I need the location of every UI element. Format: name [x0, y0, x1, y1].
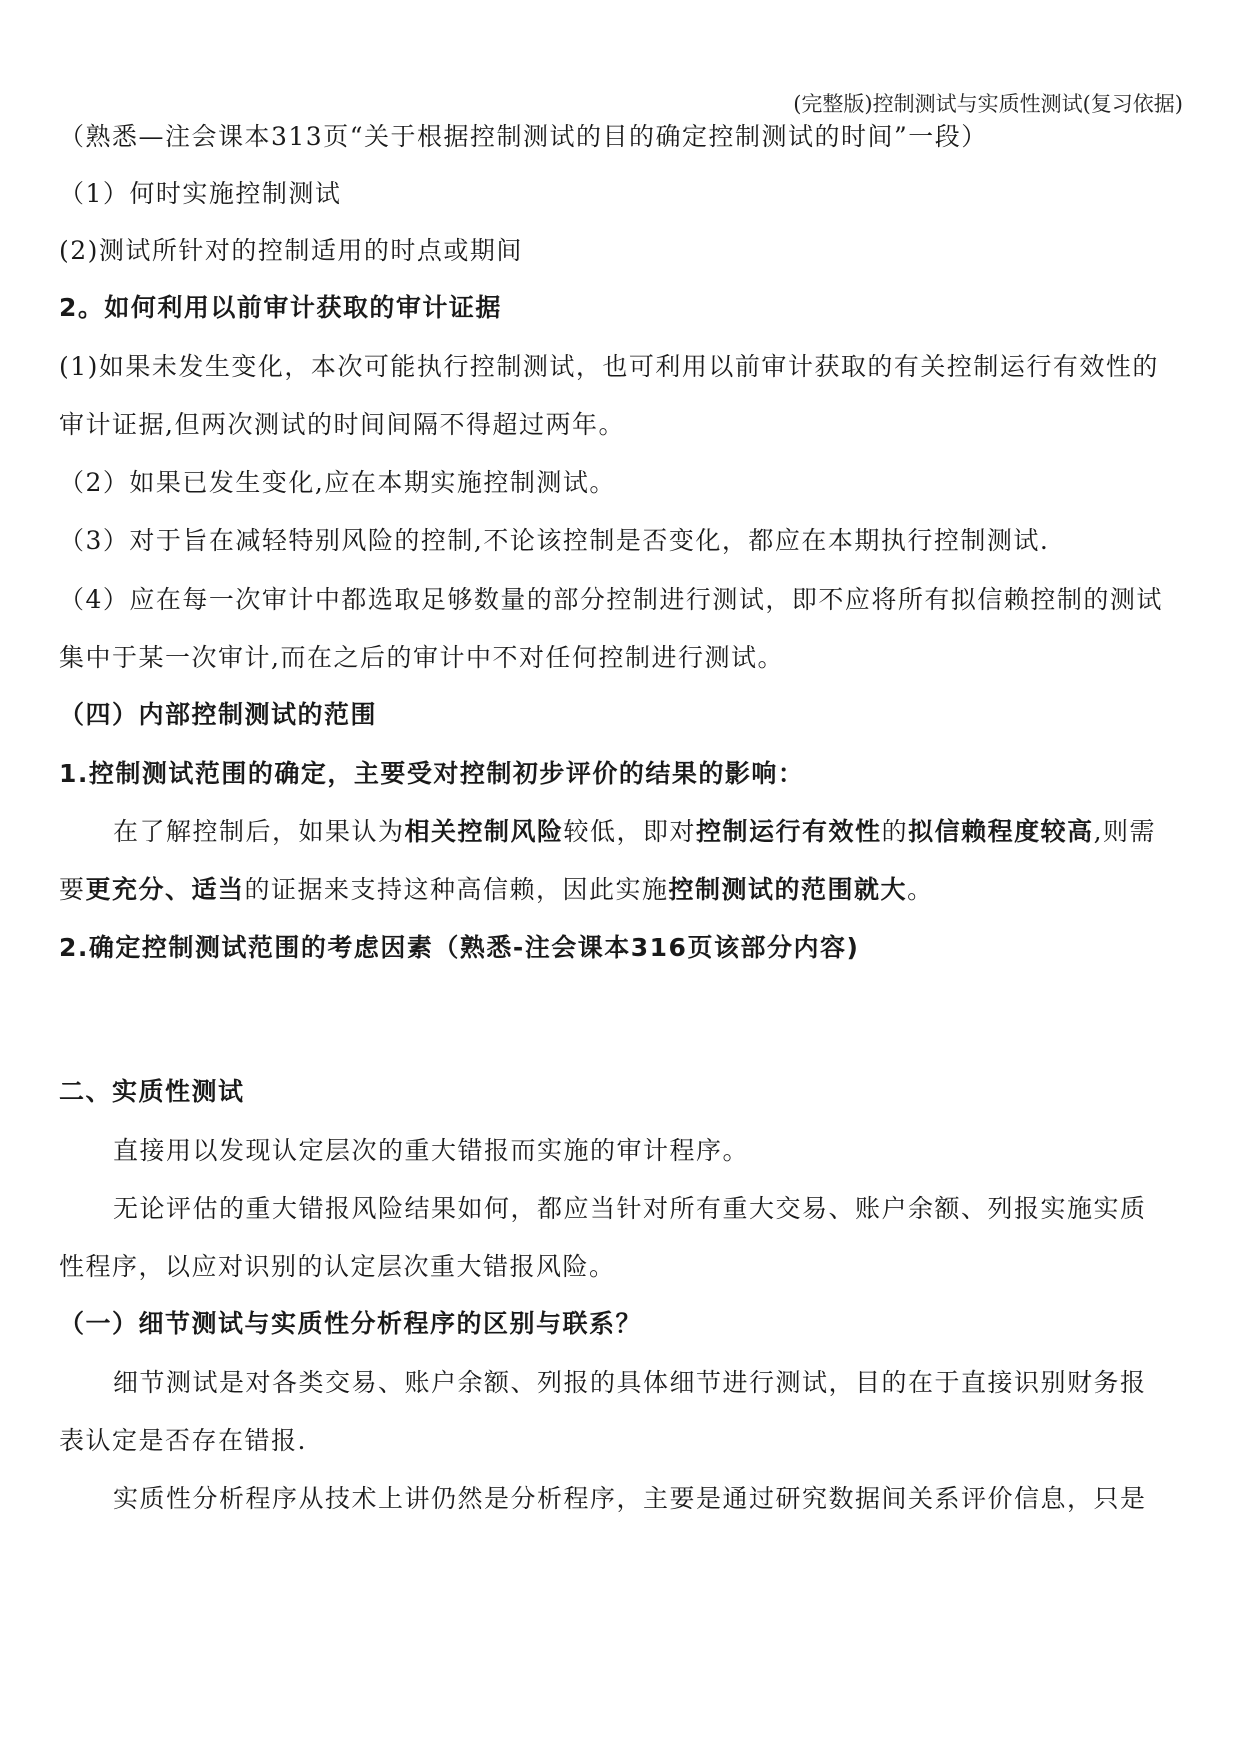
text-line: (2)测试所针对的控制适用的时点或期间 [59, 236, 523, 265]
section-heading: 2。如何利用以前审计获取的审计证据 [59, 293, 502, 322]
section-heading: 1.控制测试范围的确定，主要受对控制初步评价的结果的影响： [59, 759, 805, 788]
text-line: 性程序，以应对识别的认定层次重大错报风险。 [59, 1252, 616, 1281]
bold-span: 控制运行有效性 [696, 817, 882, 846]
text-line: （2）如果已发生变化,应在本期实施控制测试。 [59, 468, 616, 497]
bold-span: 拟信赖程度较高 [908, 817, 1094, 846]
section-heading: 2.确定控制测试范围的考虑因素（熟悉-注会课本316页该部分内容) [59, 933, 860, 962]
text-line: 实质性分析程序从技术上讲仍然是分析程序，主要是通过研究数据间关系评价信息，只是 [113, 1484, 1147, 1513]
text-span: ,则需 [1093, 817, 1157, 846]
text-span: 要 [59, 875, 86, 904]
text-line: （熟悉—注会课本313页“关于根据控制测试的目的确定控制测试的时间”一段） [59, 122, 988, 151]
section-heading: 二、实质性测试 [59, 1077, 245, 1106]
text-line [113, 815, 1189, 849]
bold-span: 更充分、适当 [85, 875, 245, 904]
text-line: 表认定是否存在错报. [59, 1426, 307, 1455]
text-span: 的 [881, 817, 909, 846]
bold-span: 相关控制风险 [404, 817, 564, 846]
text-span: 。 [907, 875, 934, 904]
text-line: 集中于某一次审计,而在之后的审计中不对任何控制进行测试。 [59, 643, 784, 672]
text-span: 较低，即对 [563, 817, 697, 846]
text-line [59, 873, 1189, 907]
text-line: （1）何时实施控制测试 [59, 179, 342, 208]
text-line: (1)如果未发生变化，本次可能执行控制测试，也可利用以前审计获取的有关控制运行有效性的 [59, 352, 1159, 381]
text-line: 细节测试是对各类交易、账户余额、列报的具体细节进行测试，目的在于直接识别财务报 [113, 1368, 1147, 1397]
text-span: 在了解控制后，如果认为 [113, 817, 405, 846]
text-line: （3）对于旨在减轻特别风险的控制,不论该控制是否变化，都应在本期执行控制测试. [59, 526, 1050, 555]
section-heading: （四）内部控制测试的范围 [59, 700, 378, 729]
text-line: 审计证据,但两次测试的时间间隔不得超过两年。 [59, 410, 625, 439]
bold-span: 控制测试的范围就大 [668, 875, 908, 904]
section-heading: （一）细节测试与实质性分析程序的区别与联系？ [59, 1309, 643, 1338]
text-line: 无论评估的重大错报风险结果如何，都应当针对所有重大交易、账户余额、列报实施实质 [113, 1194, 1147, 1223]
text-span: 的证据来支持这种高信赖，因此实施 [244, 875, 669, 904]
text-line: （4）应在每一次审计中都选取足够数量的部分控制进行测试，即不应将所有拟信赖控制的测试 [59, 585, 1163, 614]
page-header: (完整版)控制测试与实质性测试(复习依据) [793, 92, 1183, 116]
text-line: 直接用以发现认定层次的重大错报而实施的审计程序。 [113, 1136, 750, 1165]
